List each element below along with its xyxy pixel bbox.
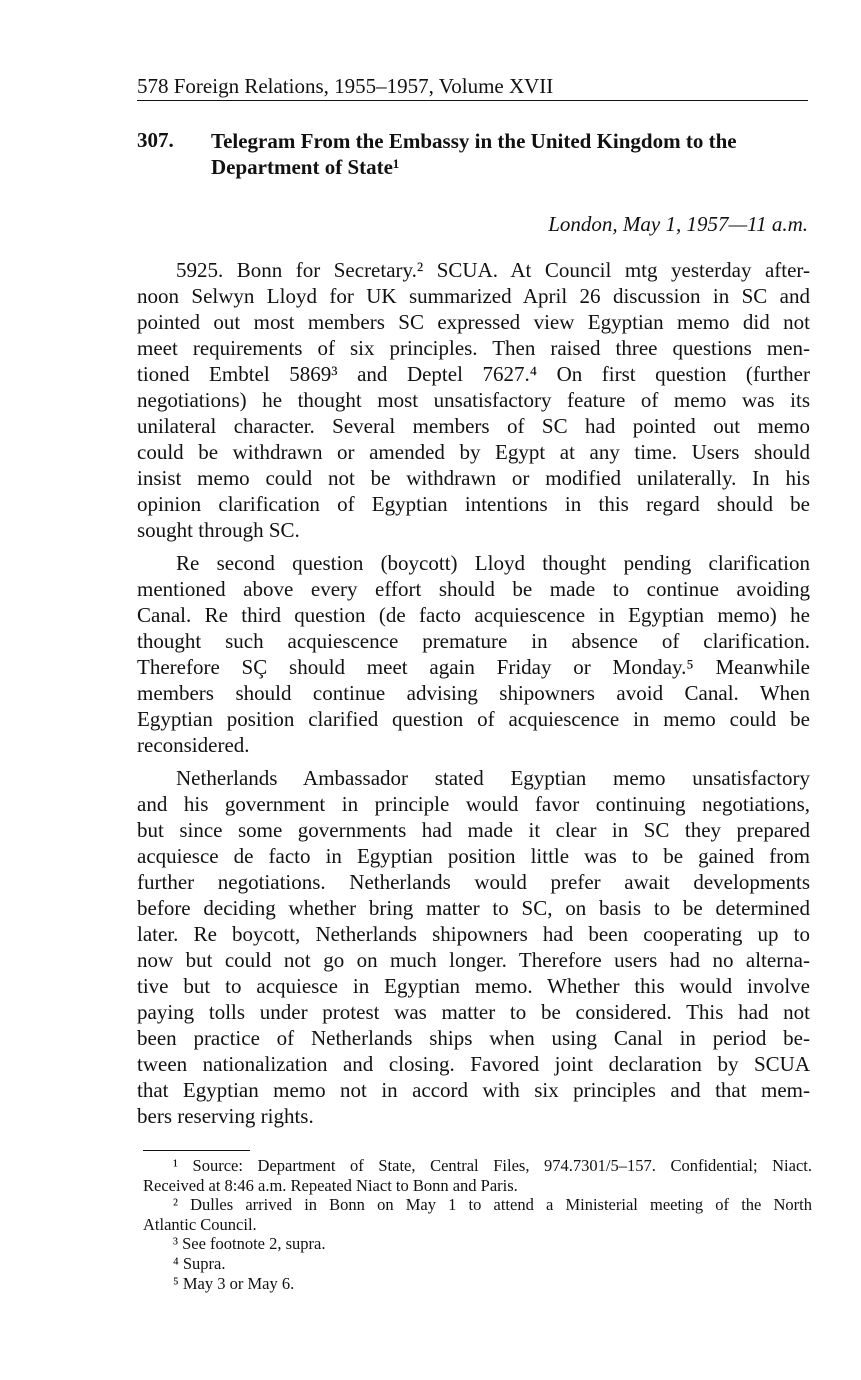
text-line: Netherlands Ambassador stated Egyptian memo unsatisfactory xyxy=(176,766,810,790)
text-line: Re second question (boycott) Lloyd thought pending clarification xyxy=(176,551,810,575)
paragraph xyxy=(137,765,810,1129)
text-line: been practice of Netherlands ships when using Canal in period be- xyxy=(137,1026,810,1050)
footnote xyxy=(143,1254,812,1274)
paragraph xyxy=(137,257,810,543)
text-line: ¹ Source: Department of State, Central Files, 974.7301/5–157. Confidential; Niact. xyxy=(173,1156,812,1175)
text-line: paying tolls under protest was matter to be considered. This had not xyxy=(137,1000,810,1024)
text-line: Canal. Re third question (de facto acquiescence in Egyptian memo) he xyxy=(137,603,810,627)
text-line: insist memo could not be withdrawn or modified unilaterally. In his xyxy=(137,466,810,490)
text-line: acquiesce de facto in Egyptian position little was to be gained from xyxy=(137,844,810,868)
text-line: ³ See footnote 2, supra. xyxy=(173,1234,326,1254)
text-line: meet requirements of six principles. Then raised three questions men- xyxy=(137,336,810,360)
text-line: noon Selwyn Lloyd for UK summarized April 26 discussion in SC and xyxy=(137,284,810,308)
text-line: ⁴ Supra. xyxy=(173,1253,226,1273)
text-line: Received at 8:46 a.m. Repeated Niact to Bonn and Paris. xyxy=(143,1175,518,1195)
document-number: 307. xyxy=(137,128,174,152)
text-line: that Egyptian memo not in accord with six principles and that mem- xyxy=(137,1078,810,1102)
footnote xyxy=(143,1156,812,1195)
text-line: later. Re boycott, Netherlands shipowners had been cooperating up to xyxy=(137,922,810,946)
text-line: negotiations) he thought most unsatisfactory feature of memo was its xyxy=(137,388,810,412)
text-line: Atlantic Council. xyxy=(143,1214,257,1234)
paragraph xyxy=(137,550,810,758)
text-line: members should continue advising shipowners avoid Canal. When xyxy=(137,681,810,705)
dateline: London, May 1, 1957—11 a.m. xyxy=(548,212,808,236)
footnote xyxy=(143,1195,812,1234)
text-line: unilateral character. Several members of SC had pointed out memo xyxy=(137,414,810,438)
text-line: tive but to acquiesce in Egyptian memo. Whether this would involve xyxy=(137,974,810,998)
text-line: further negotiations. Netherlands would prefer await developments xyxy=(137,870,810,894)
document-body xyxy=(137,257,810,1136)
text-line: pointed out most members SC expressed view Egyptian memo did not xyxy=(137,310,810,334)
text-line: Egyptian position clarified question of acquiescence in memo could be xyxy=(137,707,810,731)
text-line: bers reserving rights. xyxy=(137,1104,314,1128)
text-line: now but could not go on much longer. Therefore users had no alterna- xyxy=(137,948,810,972)
text-line: tween nationalization and closing. Favored joint declaration by SCUA xyxy=(137,1052,810,1076)
text-line: mentioned above every effort should be made to continue avoiding xyxy=(137,577,810,601)
text-line: tioned Embtel 5869³ and Deptel 7627.⁴ On first question (further xyxy=(137,362,810,386)
text-line: 5925. Bonn for Secretary.² SCUA. At Council mtg yesterday after- xyxy=(176,258,810,282)
text-line: ⁵ May 3 or May 6. xyxy=(173,1273,295,1293)
text-line: reconsidered. xyxy=(137,733,250,757)
text-line: Therefore SÇ should meet again Friday or Monday.⁵ Meanwhile xyxy=(137,655,810,679)
footnote xyxy=(143,1234,812,1254)
text-line: opinion clarification of Egyptian intentions in this regard should be xyxy=(137,492,810,516)
text-line: but since some governments had made it clear in SC they prepared xyxy=(137,818,810,842)
footnote-divider xyxy=(143,1150,250,1151)
document-title: Telegram From the Embassy in the United Kingdom to the Department of State¹ xyxy=(211,129,737,179)
running-head: 578 Foreign Relations, 1955–1957, Volume XVII xyxy=(137,74,808,101)
text-line: sought through SC. xyxy=(137,518,300,542)
text-line: and his government in principle would favor continuing negotiations, xyxy=(137,792,810,816)
footnote xyxy=(143,1274,812,1294)
footnotes xyxy=(143,1156,812,1293)
text-line: could be withdrawn or amended by Egypt at any time. Users should xyxy=(137,440,810,464)
text-line: before deciding whether bring matter to SC, on basis to be determined xyxy=(137,896,810,920)
text-line: ² Dulles arrived in Bonn on May 1 to attend a Ministerial meeting of the North xyxy=(173,1195,812,1215)
text-line: thought such acquiescence premature in absence of clarification. xyxy=(137,629,810,653)
